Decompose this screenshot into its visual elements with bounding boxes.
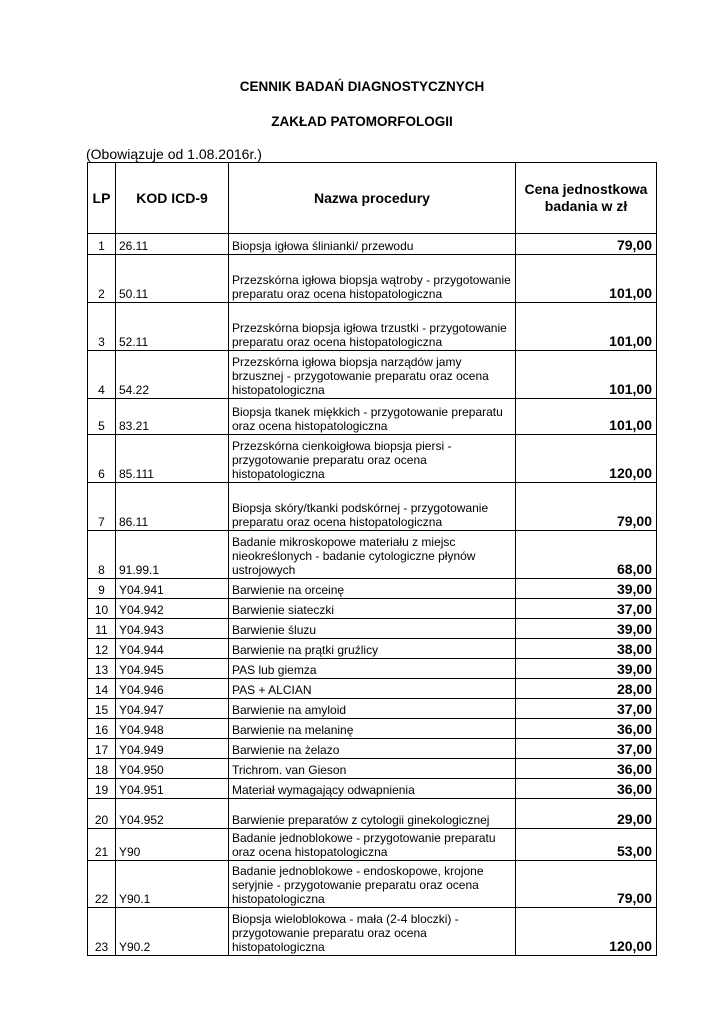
row-procedure-name: Barwienie siateczki: [229, 599, 516, 619]
row-procedure-name: PAS + ALCIAN: [229, 679, 516, 699]
row-icd9-code: 86.11: [116, 483, 229, 531]
row-unit-price: 38,00: [516, 639, 657, 659]
row-lp: 11: [88, 619, 116, 639]
row-lp: 18: [88, 759, 116, 779]
row-procedure-name: Biopsja wieloblokowa - mała (2-4 bloczki) - przygotowanie preparatu oraz ocena histopatologiczna: [229, 908, 516, 956]
row-procedure-name: Trichrom. van Gieson: [229, 759, 516, 779]
valid-from-note: (Obowiązuje od 1.08.2016r.): [86, 146, 262, 162]
row-unit-price: 29,00: [516, 799, 657, 829]
table-row: [88, 303, 657, 351]
row-unit-price: 37,00: [516, 599, 657, 619]
row-lp: 16: [88, 719, 116, 739]
row-icd9-code: Y04.942: [116, 599, 229, 619]
row-unit-price: 39,00: [516, 619, 657, 639]
row-lp: 13: [88, 659, 116, 679]
row-unit-price: 79,00: [516, 483, 657, 531]
row-icd9-code: Y04.947: [116, 699, 229, 719]
row-lp: 7: [88, 483, 116, 531]
table-row: [88, 255, 657, 303]
row-unit-price: 120,00: [516, 435, 657, 483]
row-procedure-name: Biopsja igłowa ślinianki/ przewodu: [229, 234, 516, 255]
row-icd9-code: Y90: [116, 829, 229, 861]
table-row: [88, 861, 657, 908]
row-lp: 14: [88, 679, 116, 699]
table-row: [88, 739, 657, 759]
row-icd9-code: Y04.944: [116, 639, 229, 659]
row-unit-price: 36,00: [516, 759, 657, 779]
table-row: [88, 829, 657, 861]
row-icd9-code: Y04.950: [116, 759, 229, 779]
row-unit-price: 39,00: [516, 659, 657, 679]
row-lp: 23: [88, 908, 116, 956]
table-row: [88, 699, 657, 719]
row-procedure-name: Materiał wymagający odwapnienia: [229, 779, 516, 799]
department-title: ZAKŁAD PATOMORFOLOGII: [271, 114, 453, 129]
row-lp: 12: [88, 639, 116, 659]
table-row: [88, 799, 657, 829]
row-procedure-name: Barwienie na prątki gruźlicy: [229, 639, 516, 659]
row-icd9-code: 91.99.1: [116, 531, 229, 579]
row-unit-price: 68,00: [516, 531, 657, 579]
row-icd9-code: 83.21: [116, 399, 229, 435]
row-lp: 21: [88, 829, 116, 861]
table-row: [88, 639, 657, 659]
row-icd9-code: Y04.945: [116, 659, 229, 679]
row-icd9-code: 54.22: [116, 351, 229, 399]
row-procedure-name: Przezskórna biopsja igłowa trzustki - przygotowanie preparatu oraz ocena histopatologiczna: [229, 303, 516, 351]
row-lp: 2: [88, 255, 116, 303]
row-procedure-name: Badanie mikroskopowe materiału z miejsc nieokreślonych - badanie cytologiczne płynów ustrojowych: [229, 531, 516, 579]
table-row: [88, 679, 657, 699]
row-unit-price: 101,00: [516, 303, 657, 351]
row-lp: 9: [88, 579, 116, 599]
row-lp: 5: [88, 399, 116, 435]
table-row: [88, 908, 657, 956]
row-procedure-name: Barwienie na melaninę: [229, 719, 516, 739]
row-lp: 1: [88, 234, 116, 255]
row-lp: 15: [88, 699, 116, 719]
table-row: [88, 435, 657, 483]
row-procedure-name: Przezskórna igłowa biopsja wątroby - przygotowanie preparatu oraz ocena histopatologiczna: [229, 255, 516, 303]
row-icd9-code: Y04.941: [116, 579, 229, 599]
table-row: [88, 351, 657, 399]
row-procedure-name: Barwienie na żelazo: [229, 739, 516, 759]
table-row: [88, 599, 657, 619]
table-row: [88, 483, 657, 531]
column-header-price: Cena jednostkowa badania w zł: [516, 163, 657, 234]
row-procedure-name: Biopsja skóry/tkanki podskórnej - przygotowanie preparatu oraz ocena histopatologiczna: [229, 483, 516, 531]
row-icd9-code: 26.11: [116, 234, 229, 255]
row-procedure-name: Barwienie śluzu: [229, 619, 516, 639]
price-table: [87, 162, 657, 956]
row-unit-price: 37,00: [516, 739, 657, 759]
document-title: CENNIK BADAŃ DIAGNOSTYCZNYCH: [239, 79, 485, 94]
row-unit-price: 120,00: [516, 908, 657, 956]
row-icd9-code: Y04.951: [116, 779, 229, 799]
table-header-row: [88, 163, 657, 234]
row-unit-price: 79,00: [516, 234, 657, 255]
table-row: [88, 531, 657, 579]
row-lp: 20: [88, 799, 116, 829]
column-header-name: Nazwa procedury: [229, 163, 516, 234]
table-row: [88, 399, 657, 435]
row-lp: 8: [88, 531, 116, 579]
row-procedure-name: Przezskórna igłowa biopsja narządów jamy brzusznej - przygotowanie preparatu oraz ocena histopatologiczna: [229, 351, 516, 399]
row-procedure-name: Barwienie preparatów z cytologii ginekologicznej: [229, 799, 516, 829]
table-row: [88, 779, 657, 799]
row-procedure-name: PAS lub giemza: [229, 659, 516, 679]
row-icd9-code: 50.11: [116, 255, 229, 303]
row-procedure-name: Barwienie na orceinę: [229, 579, 516, 599]
row-procedure-name: Badanie jednoblokowe - endoskopowe, krojone seryjnie - przygotowanie preparatu oraz ocena histopatologiczna: [229, 861, 516, 908]
row-unit-price: 39,00: [516, 579, 657, 599]
row-lp: 17: [88, 739, 116, 759]
row-icd9-code: Y90.1: [116, 861, 229, 908]
table-row: [88, 659, 657, 679]
row-icd9-code: 52.11: [116, 303, 229, 351]
row-lp: 6: [88, 435, 116, 483]
row-icd9-code: Y04.949: [116, 739, 229, 759]
column-header-lp: LP: [88, 163, 116, 234]
row-icd9-code: Y04.948: [116, 719, 229, 739]
row-unit-price: 53,00: [516, 829, 657, 861]
table-row: [88, 619, 657, 639]
row-unit-price: 36,00: [516, 719, 657, 739]
table-row: [88, 759, 657, 779]
table-row: [88, 719, 657, 739]
row-icd9-code: Y04.952: [116, 799, 229, 829]
row-unit-price: 101,00: [516, 399, 657, 435]
row-icd9-code: Y04.946: [116, 679, 229, 699]
row-lp: 19: [88, 779, 116, 799]
row-icd9-code: Y90.2: [116, 908, 229, 956]
row-procedure-name: Badanie jednoblokowe - przygotowanie preparatu oraz ocena histopatologiczna: [229, 829, 516, 861]
row-lp: 4: [88, 351, 116, 399]
column-header-code: KOD ICD-9: [116, 163, 229, 234]
row-procedure-name: Przezskórna cienkoigłowa biopsja piersi - przygotowanie preparatu oraz ocena histopatologiczna: [229, 435, 516, 483]
table-row: [88, 234, 657, 255]
row-unit-price: 28,00: [516, 679, 657, 699]
row-icd9-code: 85.111: [116, 435, 229, 483]
table-body: [88, 234, 657, 956]
row-unit-price: 101,00: [516, 351, 657, 399]
row-unit-price: 37,00: [516, 699, 657, 719]
row-unit-price: 101,00: [516, 255, 657, 303]
row-lp: 22: [88, 861, 116, 908]
row-lp: 3: [88, 303, 116, 351]
row-procedure-name: Barwienie na amyloid: [229, 699, 516, 719]
row-procedure-name: Biopsja tkanek miękkich - przygotowanie preparatu oraz ocena histopatologiczna: [229, 399, 516, 435]
table-row: [88, 579, 657, 599]
row-unit-price: 36,00: [516, 779, 657, 799]
row-icd9-code: Y04.943: [116, 619, 229, 639]
row-lp: 10: [88, 599, 116, 619]
row-unit-price: 79,00: [516, 861, 657, 908]
